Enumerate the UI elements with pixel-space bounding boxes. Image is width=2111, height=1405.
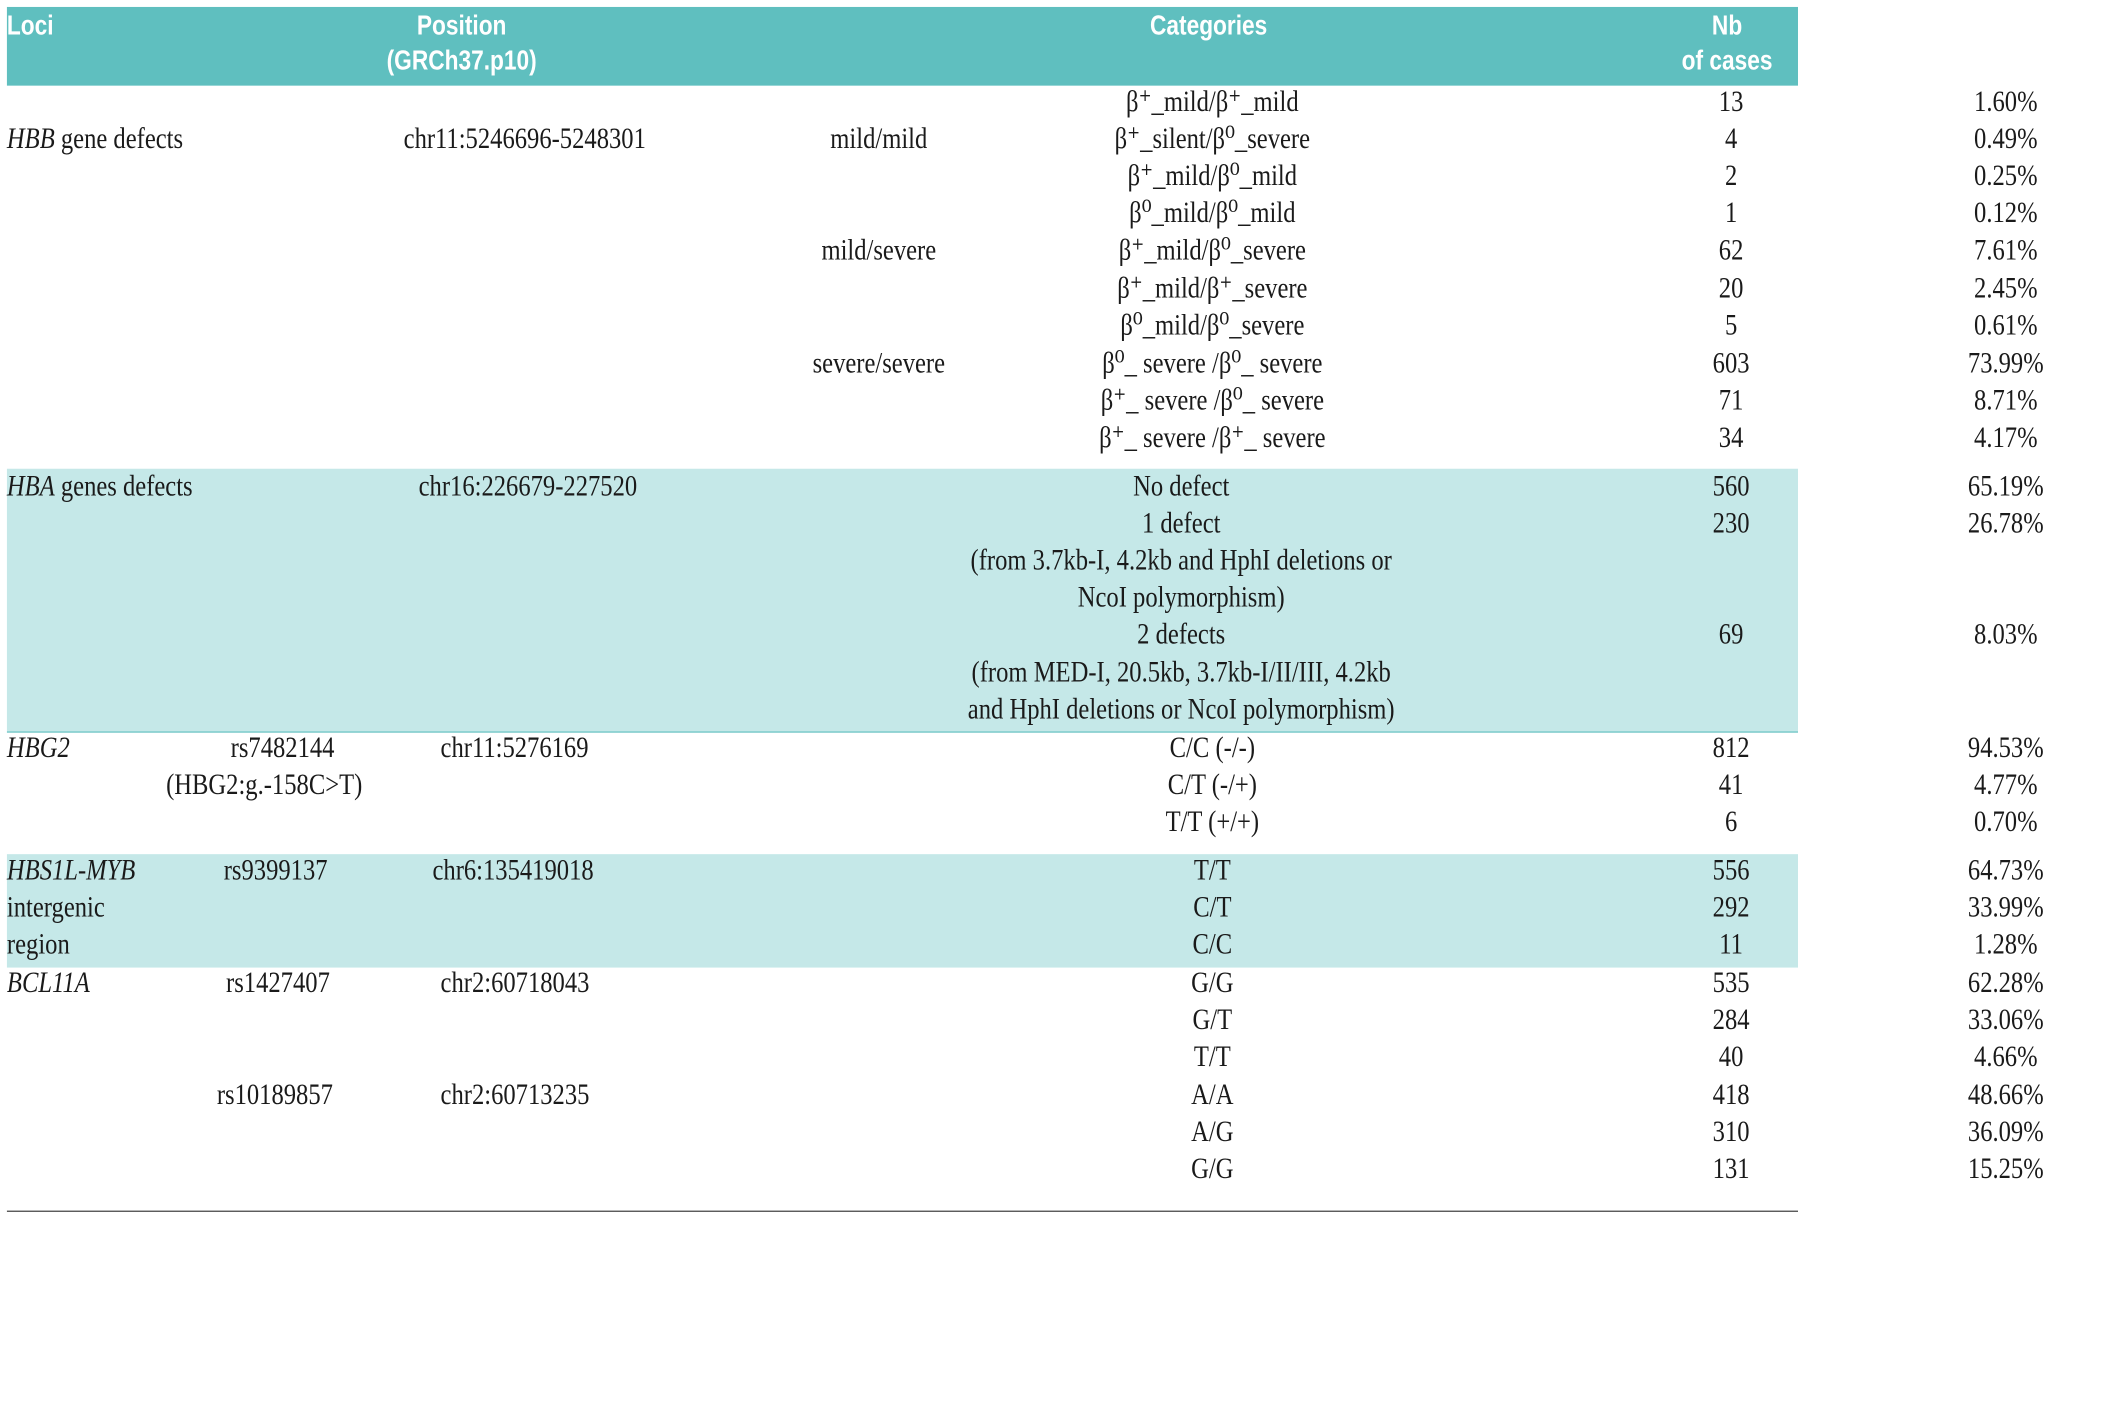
header-position-line2: (GRCh37.p10) [386,45,537,77]
hbg2-frequency: 0.70% [1974,804,2038,838]
hba-category-line: 2 defects [1137,616,1226,651]
hbb-category: β⁺_mild/β⁺_mild [1126,84,1299,119]
header-frequencies: Frequencies [1949,10,2083,42]
hbb-count: 603 [1712,346,1750,380]
hbb-category: β⁺_mild/β⁰_severe [1118,232,1306,267]
bcl11a-genotype: G/T [1192,1002,1233,1036]
bcl11a-count: 131 [1712,1151,1750,1186]
bcl11a-count: 535 [1712,965,1750,999]
hbb-count: 5 [1724,307,1738,342]
hbg2-snp: rs7482144 [230,730,335,764]
hbs1l-locus: HBS1L-MYB [6,853,136,887]
bcl11a-frequency: 48.66% [1967,1077,2044,1112]
bcl11a-count: 310 [1712,1114,1750,1149]
hbs1l-frequency: 33.99% [1967,890,2044,924]
hba-category-line: 1 defect [1141,505,1221,540]
hba-position: chr16:226679-227520 [418,468,638,503]
bcl11a-frequency: 36.09% [1967,1114,2044,1149]
bcl11a-genotype: G/G [1191,965,1234,999]
hbb-count: 62 [1718,232,1744,267]
hbg2-frequency: 4.77% [1974,767,2038,801]
hba-count: 69 [1718,616,1744,651]
hbg2-frequency: 94.53% [1967,730,2044,764]
hba-count: 230 [1712,505,1750,540]
hbb-category: β⁰_ severe /β⁰_ severe [1102,346,1323,380]
hbb-group-mild-severe: mild/severe [821,232,937,267]
hba-frequency: 65.19% [1967,468,2044,503]
hbb-count: 71 [1718,383,1744,417]
hbb-frequency: 0.61% [1974,307,2038,342]
hbs1l-genotype: C/T [1193,890,1232,924]
hbb-category: β⁺_ severe /β⁰_ severe [1100,383,1325,417]
hbb-count: 34 [1718,420,1744,454]
hbs1l-count: 292 [1712,890,1750,924]
hbb-locus [7,120,183,157]
bcl11a-frequency: 33.06% [1967,1002,2044,1036]
hbb-category: β⁰_mild/β⁰_mild [1129,195,1296,230]
hbg2-genotype: C/T (-/+) [1167,767,1257,801]
bcl11a-snp2: rs10189857 [216,1077,333,1112]
bcl11a-position1: chr2:60718043 [440,965,590,999]
hbg2-position: chr11:5276169 [440,730,589,764]
bcl11a-locus: BCL11A [6,965,90,999]
hbs1l-count: 11 [1719,927,1743,961]
bcl11a-genotype: A/A [1191,1077,1234,1112]
hbb-frequency: 2.45% [1974,270,2038,305]
bcl11a-position2: chr2:60713235 [440,1077,590,1112]
hba-frequency: 8.03% [1974,616,2038,651]
header-loci: Loci [6,10,54,42]
bcl11a-frequency: 15.25% [1967,1151,2044,1186]
header-categories: Categories [1149,10,1268,42]
hbg2-count: 6 [1724,804,1738,838]
hbb-category: β⁰_mild/β⁰_severe [1120,307,1305,342]
bcl11a-count: 418 [1712,1077,1750,1112]
bcl11a-genotype: T/T [1193,1039,1231,1073]
bcl11a-genotype: G/G [1191,1151,1234,1186]
hbg2-genotype: T/T (+/+) [1165,804,1260,838]
hbb-group-severe-severe: severe/severe [812,346,946,380]
hba-category-line: (from MED-I, 20.5kb, 3.7kb-I/II/III, 4.2kb [971,655,1391,689]
hba-gene-name: HBA [6,468,55,503]
hbs1l-locus-line2: intergenic [6,890,105,924]
bcl11a-frequency: 62.28% [1967,965,2044,999]
hbb-frequency: 0.25% [1974,158,2038,193]
hbg2-locus: HBG2 [6,730,70,764]
hbb-count: 1 [1724,195,1738,230]
hbg2-count: 41 [1718,767,1744,801]
header-nb-line1: Nb [1711,10,1743,42]
hbb-count: 2 [1724,158,1738,193]
hbb-frequency: 7.61% [1974,232,2038,267]
hbb-count: 20 [1718,270,1744,305]
bcl11a-frequency: 4.66% [1974,1039,2038,1073]
hbb-position: chr11:5246696-5248301 [403,121,646,156]
bcl11a-count: 284 [1712,1002,1750,1036]
hbs1l-locus-line3: region [6,927,70,961]
hba-category-line: NcoI polymorphism) [1077,579,1285,614]
hbs1l-frequency: 64.73% [1967,853,2044,887]
hba-locus [7,468,193,505]
hba-locus-rest: genes defects [54,468,193,503]
hbb-frequency: 73.99% [1967,346,2044,380]
hbs1l-frequency: 1.28% [1974,927,2038,961]
hbb-category: β⁺_mild/β⁰_mild [1127,158,1298,193]
hbb-category: β⁺_mild/β⁺_severe [1117,270,1308,305]
hbb-count: 13 [1718,84,1744,119]
bcl11a-count: 40 [1718,1039,1744,1073]
hba-category-line: No defect [1133,468,1230,503]
hbs1l-count: 556 [1712,853,1750,887]
hbs1l-position: chr6:135419018 [432,853,594,887]
hbg2-genotype: C/C (-/-) [1169,730,1256,764]
hba-frequency: 26.78% [1967,505,2044,540]
hbb-frequency: 1.60% [1974,84,2038,119]
hbb-frequency: 0.49% [1974,121,2038,156]
hbb-category: β⁺_silent/β⁰_severe [1114,121,1311,156]
hbs1l-snp: rs9399137 [223,853,328,887]
hbb-category: β⁺_ severe /β⁺_ severe [1099,420,1326,454]
hbs1l-genotype: T/T [1193,853,1231,887]
hbb-locus-rest: gene defects [54,121,184,156]
hbb-frequency: 8.71% [1974,383,2038,417]
header-position-line1: Position [416,10,507,42]
hbs1l-genotype: C/C [1192,927,1233,961]
hba-category-line: (from 3.7kb-I, 4.2kb and HphI deletions or [970,542,1392,577]
table-header [6,7,2083,86]
hba-count: 560 [1712,468,1750,503]
hba-category-line: and HphI deletions or NcoI polymorphism) [967,692,1395,726]
hbg2-snp-note: (HBG2:g.-158C>T) [166,767,363,801]
header-nb-line2: of cases [1681,45,1773,77]
bcl11a-snp1: rs1427407 [226,965,330,999]
hbb-frequency: 4.17% [1974,420,2038,454]
table-bottom-rule [7,1211,1798,1212]
hbg2-count: 812 [1712,730,1750,764]
bcl11a-genotype: A/G [1191,1114,1234,1149]
hbb-gene-name: HBB [6,121,55,156]
hbb-frequency: 0.12% [1974,195,2038,230]
hbb-group-mild-mild: mild/mild [830,121,928,156]
hbb-count: 4 [1724,121,1738,156]
